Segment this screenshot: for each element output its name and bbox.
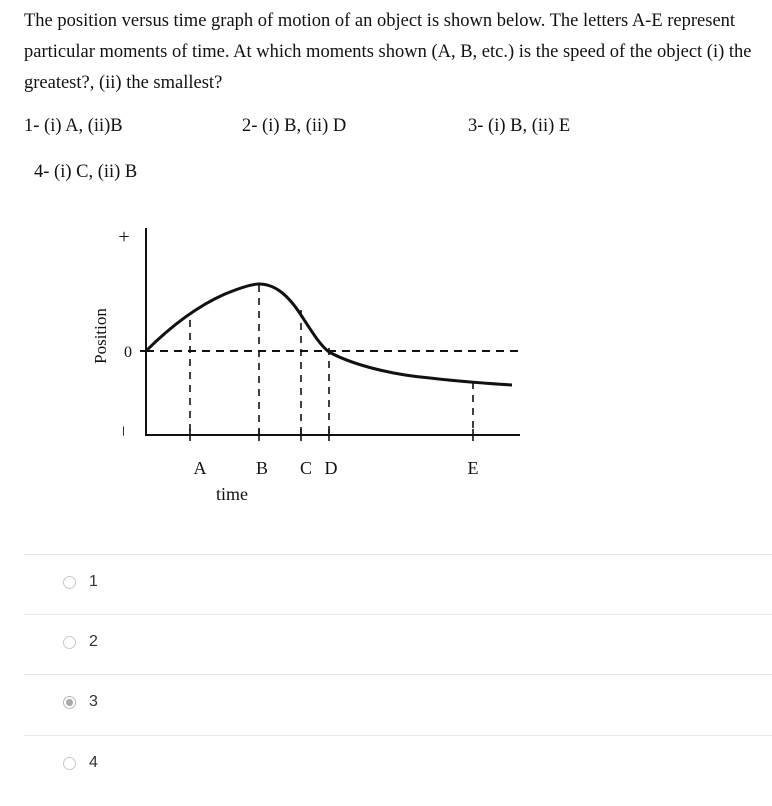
answer-option-2-text: 2- (i) B, (ii) D: [242, 116, 347, 136]
choice-row-3[interactable]: [24, 674, 772, 734]
moment-label-D: D: [324, 458, 338, 478]
radio-3[interactable]: [63, 696, 76, 709]
radio-4[interactable]: [63, 757, 76, 770]
moment-label-A: A: [193, 458, 207, 478]
choice-label-3: 3: [89, 693, 98, 710]
x-axis-label: time: [216, 484, 248, 504]
choice-row-4[interactable]: [24, 735, 772, 795]
answer-option-4-text: 4- (i) C, (ii) B: [34, 162, 138, 182]
question-text: The position versus time graph of motion of an object is shown below. The letters A-E represent particular moments of time. At which moments shown (A, B, etc.) is the speed of the object (i) the greatest?, (ii) the smallest?: [24, 11, 752, 93]
moment-label-C: C: [299, 458, 313, 478]
y-plus-label: +: [118, 226, 130, 248]
radio-2[interactable]: [63, 636, 76, 649]
y-minus-label: –: [115, 426, 135, 436]
answer-option-1-text: 1- (i) A, (ii)B: [24, 116, 123, 136]
moment-label-E: E: [467, 458, 479, 478]
choice-row-1[interactable]: [24, 554, 772, 614]
y-axis-label: Position: [91, 308, 110, 364]
radio-1[interactable]: [63, 576, 76, 589]
choice-label-1: 1: [89, 573, 98, 590]
choice-label-4: 4: [89, 754, 98, 771]
position-curve: [146, 284, 512, 385]
choice-label-2: 2: [89, 633, 98, 650]
answer-option-3-text: 3- (i) B, (ii) E: [468, 116, 571, 136]
moment-label-B: B: [255, 458, 269, 478]
choice-row-2[interactable]: [24, 614, 772, 674]
y-zero-label: 0: [124, 344, 132, 361]
